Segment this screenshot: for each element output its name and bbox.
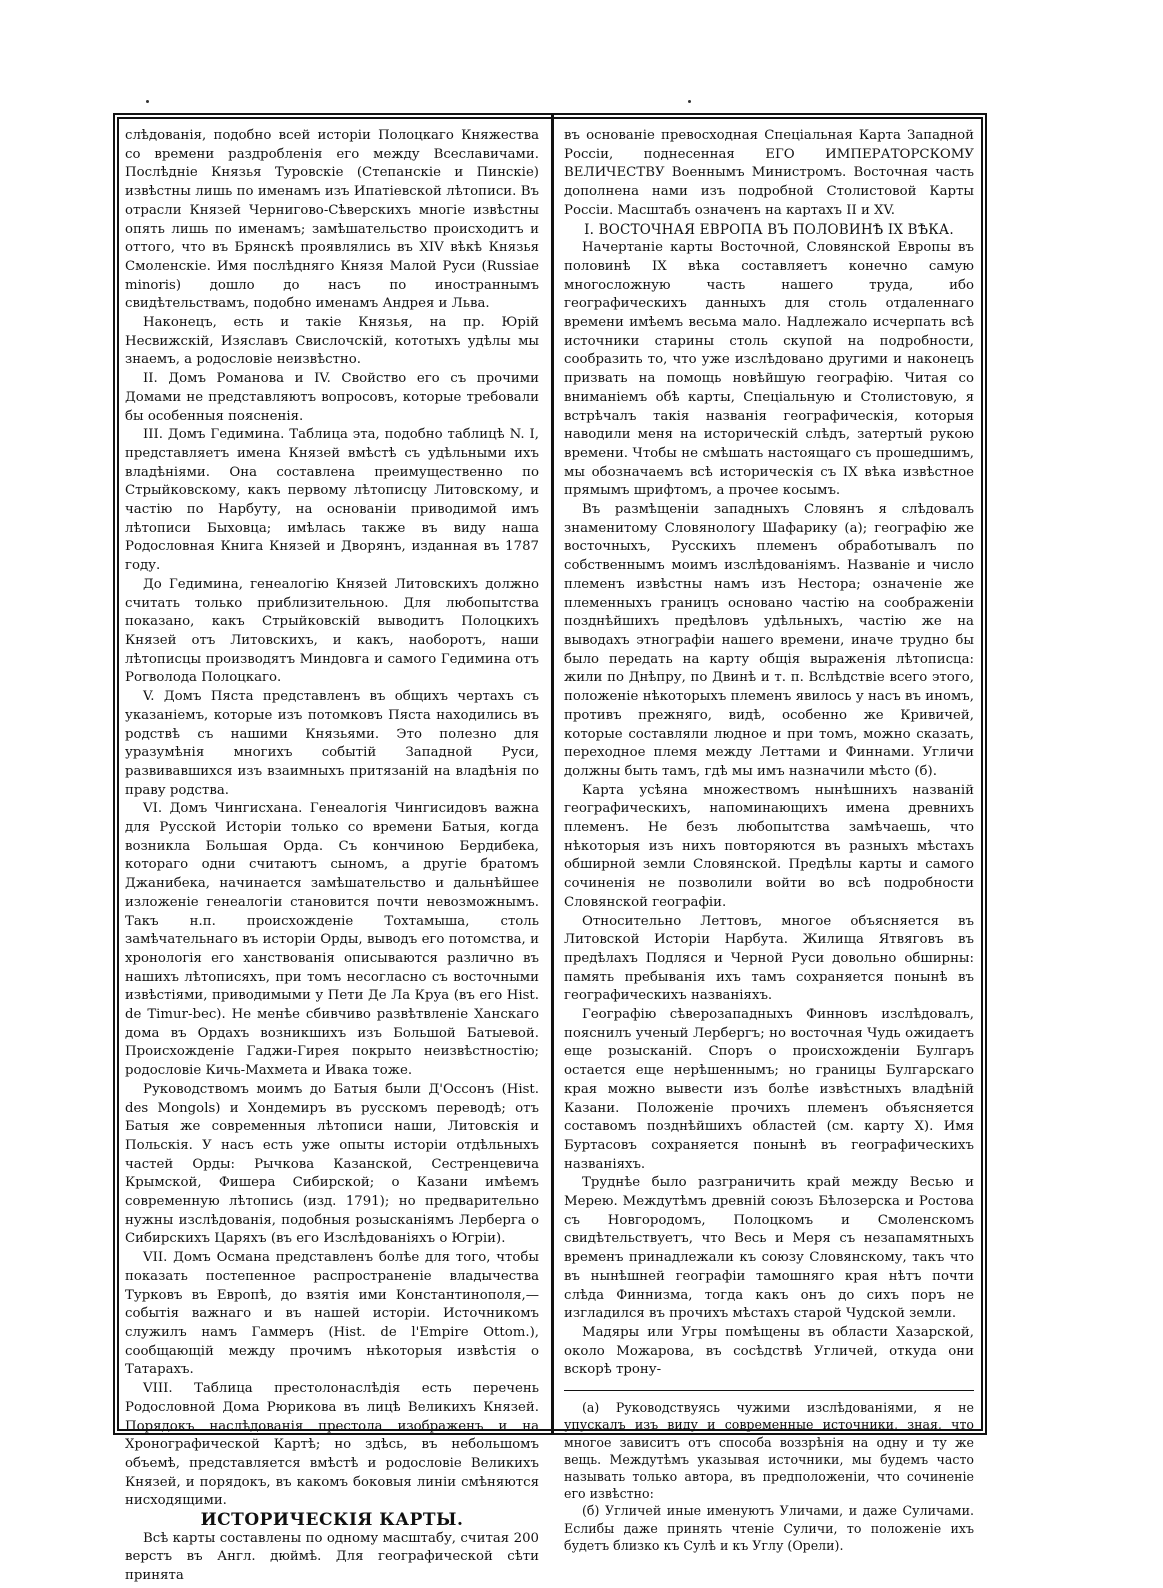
- column-divider: [551, 113, 554, 1435]
- paragraph: Географію сѣверозападныхъ Финновъ изслѣдовалъ, пояснилъ ученый Лербергъ; но восточная Чудь ожидаетъ еще розысканій. Споръ о происхожденіи Булгаръ остается еще нерѣшеннымъ; но границы Булгарскаго края можно вывести изъ болѣе извѣстныхъ владѣній Казани. Положеніе прочихъ племенъ объясняется составомъ позднѣйшихъ областей (см. карту X). Имя Буртасовъ сохраняется понынѣ въ географическихъ названіяхъ.: [564, 1007, 974, 1172]
- paragraph: II. Домъ Романова и IV. Свойство его съ прочими Домами не представляютъ вопросовъ, которые требовали бы особенныя поясненія.: [125, 371, 539, 424]
- section-heading: I. ВОСТОЧНАЯ ЕВРОПА ВЪ ПОЛОВИНѢ IX ВѢКА.: [584, 221, 954, 238]
- paragraph: слѣдованія, подобно всей исторіи Полоцкаго Княжества со времени раздробленія его между Всеславичами. Послѣдніе Князья Туровскіе (Степанскіе и Пинскіе) извѣстны лишь по именамъ изъ Ипатіевской лѣтописи. Въ отрасли Князей Черниговo-Сѣверскихъ многіе извѣстны опять лишь по именамъ; замѣшательство происходитъ и оттого, что въ Брянскѣ проявлялись въ XIV вѣкѣ Князья Смоленскіе. Имя послѣдняго Князя Малой Руси (Russiae minoris) дошло до насъ по иностраннымъ свидѣтельствамъ, подобно именамъ Андрея и Льва.: [125, 128, 539, 312]
- paragraph: Въ размѣщеніи западныхъ Словянъ я слѣдовалъ знаменитому Словянологу Шафарику (а); географію же восточныхъ, Русскихъ племенъ обработывалъ по собственнымъ моимъ изслѣдованіямъ. Названіе и число племенъ извѣстны намъ изъ Нестора; означеніе же племенныхъ границъ основано частію на соображеніи позднѣйшихъ предѣловъ удѣльныхъ, частію же на выводахъ этнографіи нашего времени, иначе трудно бы было передать на карту общія выраженія лѣтописца: жили по Днѣпру, по Двинѣ и т. п. Вслѣдствіе всего этого, положеніе нѣкоторыхъ племенъ явилось у насъ въ иномъ, противъ прежняго, видѣ, особенно же Кривичей, которые составляли людное и при томъ, можно сказать, переходное племя между Леттами и Финнами. Угличи должны быть тамъ, гдѣ мы имъ назначили мѣсто (б).: [564, 502, 974, 779]
- paragraph: Начертаніе карты Восточной, Словянской Европы въ половинѣ IX вѣка составляетъ конечно самую многосложную часть нашего труда, ибо географическихъ данныхъ для столь отдаленнаго времени имѣемъ весьма мало. Надлежало исчерпать всѣ источники старины столь скупой на подробности, сообразить то, что уже изслѣдовано другими и наконецъ призвать на помощь новѣйшую географію. Читая со вниманіемъ обѣ карты, Спеціальную и Столистовую, я встрѣчалъ такія названія географическія, которыя наводили меня на историческій слѣдъ, затертый рукою времени. Чтобы не смѣшать настоящаго съ прошедшимъ, мы обозначаемъ всѣ историческія съ IX вѣка извѣстное прямымъ шрифтомъ, а прочее косымъ.: [564, 240, 974, 499]
- paragraph: Руководствомъ моимъ до Батыя были Д'Оссонъ (Hist. des Mongols) и Хондемиръ въ русскомъ переводѣ; отъ Батыя же современныя лѣтописи наши, Литовскія и Польскія. У насъ есть уже опыты исторіи отдѣльныхъ частей Орды: Рычкова Казанской, Сестренцевича Крымской, Фишера Сибирской; о Казани имѣемъ современную лѣтопись (изд. 1791); но предварительно нужны изслѣдованія, подобныя розысканіямъ Лерберга о Сибирскихъ Царяхъ (въ его Изслѣдованіяхъ о Югріи).: [125, 1081, 539, 1247]
- footnote-separator: [564, 1390, 974, 1391]
- footnotes: [564, 1399, 974, 1554]
- right-column: [564, 127, 974, 1554]
- paragraph: Относительно Леттовъ, многое объясняется въ Литовской Исторіи Нарбута. Жилища Ятвяговъ въ предѣлахъ Подляся и Черной Руси довольно обширны: память пребыванія ихъ тамъ сохраняется понынѣ въ географическихъ названіяхъ.: [564, 913, 974, 1004]
- scan-speck: [146, 100, 149, 103]
- left-column: [125, 127, 539, 1586]
- paragraph: V. Домъ Пяста представленъ въ общихъ чертахъ съ указаніемъ, которые изъ потомковъ Пяста находились въ родствѣ съ нашими Князьями. Это полезно для уразумѣнія многихъ событій Западной Руси, развивавшихся изъ взаимныхъ притязаній на владѣнія по праву родства.: [125, 689, 539, 798]
- paragraph: III. Домъ Гедимина. Таблица эта, подобно таблицѣ N. I, представляетъ имена Князей вмѣстѣ съ удѣльными ихъ владѣніями. Она составлена преимущественно по Стрыйковскому, какъ первому лѣтописцу Литовскому, и частію по Нарбуту, на основаніи приводимой имъ лѣтописи Быховца; имѣлась также въ виду наша Родословная Книга Князей и Дворянъ, изданная въ 1787 году.: [125, 427, 539, 574]
- paragraph: Всѣ карты составлены по одному масштабу, считая 200 верстъ въ Англ. дюймѣ. Для географической сѣти принята: [125, 1530, 539, 1584]
- paragraph: Карта усѣяна множествомъ нынѣшнихъ названій географическихъ, напоминающихъ имена древнихъ племенъ. Не безъ любопытства замѣчаешь, что нѣкоторыя изъ нихъ повторяются въ разныхъ мѣстахъ обширной земли Словянской. Предѣлы карты и самого сочиненія не позволили войти во всѣ подробности Словянской географіи.: [564, 782, 974, 910]
- paragraph: VI. Домъ Чингисхана. Генеалогія Чингисидовъ важна для Русской Исторіи только со времени Батыя, когда возникла Большая Орда. Съ кончиною Бердибека, котораго одни считаютъ сыномъ, а другіе братомъ Джанибека, начинается замѣшательство и дальнѣйшее изложеніе генеалогіи становится почти невозможнымъ. Такъ н.п. происхожденіе Тохтамыша, столь замѣчательнаго въ исторіи Орды, выводъ его потомства, и хронологія его ханствованія описываются различно въ нашихъ лѣтописяхъ, при томъ несогласно съ восточными извѣстіями, приводимыми у Пети Де Ла Круа (въ его Hist. de Timur-bec). Не менѣе сбивчиво развѣтвленіе Ханскаго дома въ Ордахъ возникшихъ изъ Большой Батыевой. Происхожденіе Гаджи-Гирея покрыто неизвѣстностію; родословіе Кичь-Махмета и Ивака тоже.: [125, 801, 539, 1079]
- footnote: (а) Руководствуясь чужими изслѣдованіями, я не упускалъ изъ виду и современные источники, зная, что многое зависитъ отъ способа воззрѣнія на одну и ту же вещь. Междутѣмъ указывая источники, мы будемъ часто называть только автора, въ предположеніи, что сочиненіе его извѣстно:: [564, 1400, 974, 1502]
- paragraph: Мадяры или Угры помѣщены въ области Хазарской, около Можарова, въ сосѣдствѣ Угличей, откуда они вскорѣ трону-: [564, 1325, 974, 1378]
- paragraph: VII. Домъ Османа представленъ болѣе для того, чтобы показать постепенное распространеніе владычества Турковъ въ Европѣ, до взятія ими Константинополя,—событія важнаго и въ нашей исторіи. Источникомъ служилъ намъ Гаммеръ (Hist. de l'Empire Ottom.), сообщающій между прочимъ нѣкоторыя извѣстія о Татарахъ.: [125, 1250, 539, 1378]
- section-heading: ИСТОРИЧЕСКІЯ КАРТЫ.: [200, 1510, 464, 1531]
- paragraph: Труднѣе было разграничить край между Весью и Мерею. Междутѣмъ древній союзъ Бѣлозерска и Ростова съ Новгородомъ, Полоцкомъ и Смоленскомъ свидѣтельствуетъ, что Весь и Меря съ незапамятныхъ временъ принадлежали къ союзу Словянскому, такъ что въ нынѣшней географіи тамошняго края нѣтъ почти слѣда Финнизма, тогда какъ онъ до сихъ поръ не изгладился въ прочихъ мѣстахъ старой Чудской земли.: [564, 1175, 974, 1322]
- footnote: (б) Угличей иные именуютъ Уличами, и даже Суличами. Еслибы даже принять чтеніе Суличи, то положеніе ихъ будетъ близко къ Сулѣ и къ Углу (Орели).: [564, 1503, 974, 1553]
- paragraph: въ основаніе превосходная Спеціальная Карта Западной Россіи, поднесенная ЕГО ИМПЕРАТОРСКОМУ ВЕЛИЧЕСТВУ Военнымъ Министромъ. Восточная часть дополнена нами изъ подробной Столистовой Карты Россіи. Масштабъ означенъ на картахъ II и XV.: [564, 128, 974, 218]
- paragraph: Наконецъ, есть и такіе Князья, на пр. Юрій Несвижскій, Изяславъ Свислочскій, кототыхъ удѣлы мы знаемъ, а родословіе неизвѣстно.: [125, 315, 539, 368]
- paragraph: До Гедимина, генеалогію Князей Литовскихъ должно считать только приблизительною. Для любопытства показано, какъ Стрыйковскій выводитъ Полоцкихъ Князей отъ Литовскихъ, и какъ, наоборотъ, наши лѣтописцы производятъ Миндовга и самого Гедимина отъ Рогволода Полоцкаго.: [125, 576, 539, 686]
- paragraph: VIII. Таблица престолонаслѣдія есть перечень Родословной Дома Рюрикова въ лицѣ Великихъ Князей. Порядокъ наслѣдованія престола изображенъ и на Хронографической Картѣ; но здѣсь, въ небольшомъ объемѣ, представляется вмѣстѣ и родословіе Великихъ Князей, и порядокъ, въ какомъ боковыя линіи смѣняются нисходящими.: [125, 1381, 539, 1509]
- scan-speck: [688, 100, 691, 103]
